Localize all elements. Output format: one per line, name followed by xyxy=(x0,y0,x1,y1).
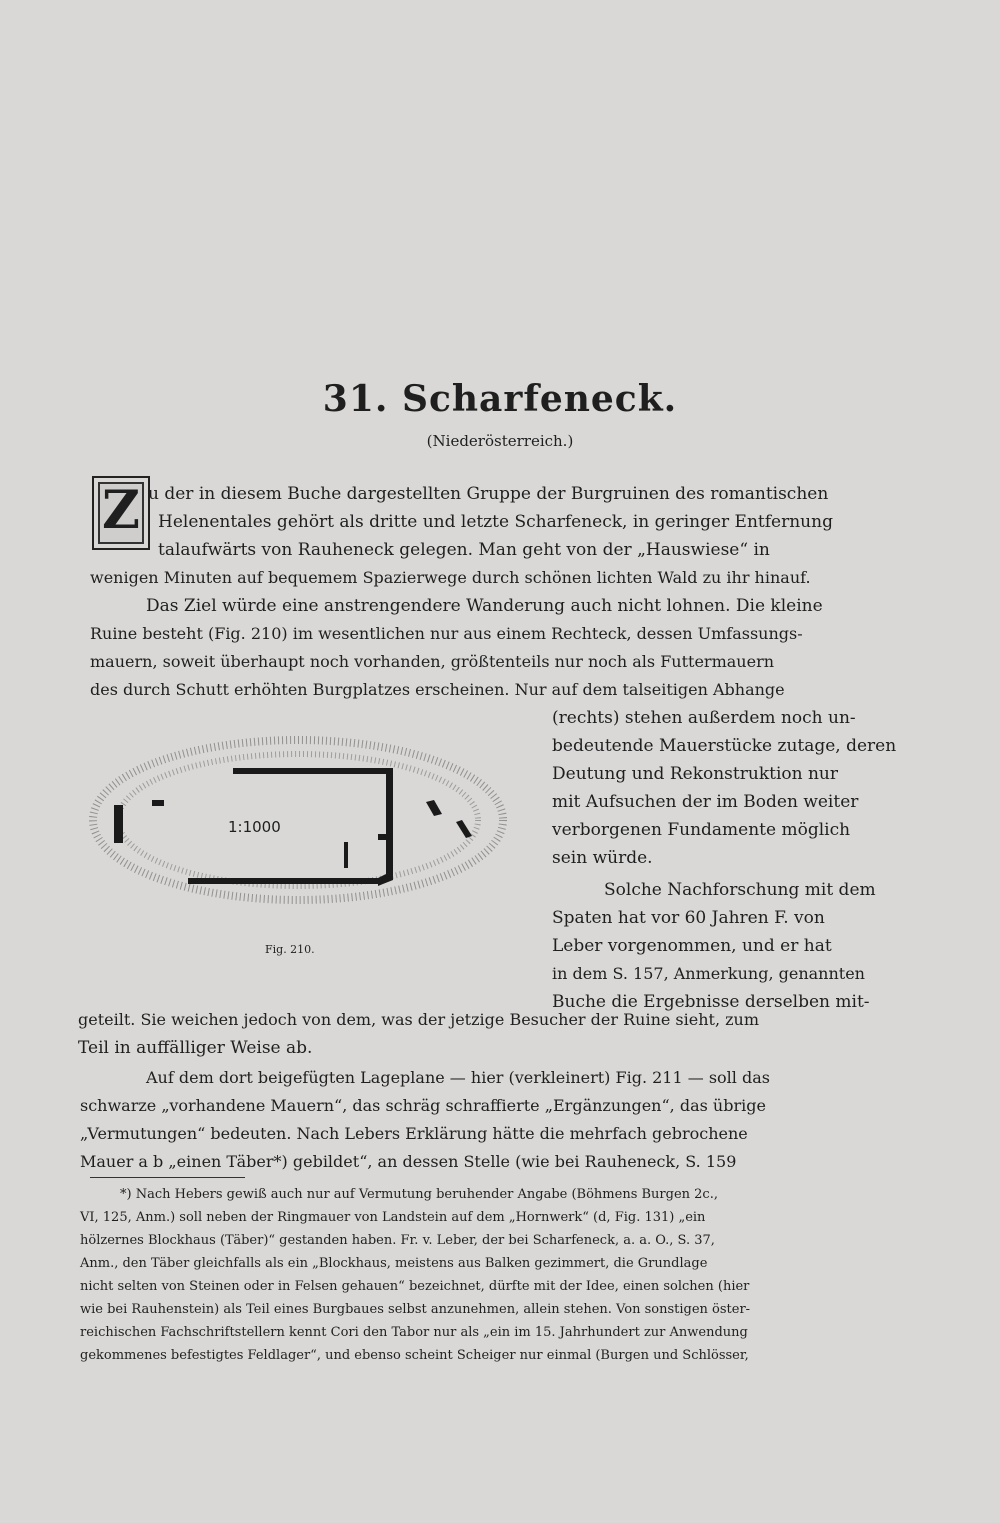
scale-label: 1:1000 xyxy=(228,818,281,836)
body-line: Auf dem dort beigefügten Lageplane — hier (verkleinert) Fig. 211 — soll das xyxy=(146,1068,770,1087)
footnote-line: Anm., den Täber gleichfalls als ein „Blockhaus, meistens aus Balken gezimmert, die Grundlage xyxy=(80,1256,708,1271)
body-line: Leber vorgenommen, und er hat xyxy=(552,936,832,956)
footnote-line: wie bei Rauhenstein) als Teil eines Burgbaues selbst anzunehmen, allein stehen. Von sonstigen öster- xyxy=(80,1302,751,1317)
footnote-line: hölzernes Blockhaus (Täber)“ gestanden haben. Fr. v. Leber, der bei Scharfeneck, a. a. O., S. 37, xyxy=(80,1233,715,1248)
body-line: des durch Schutt erhöhten Burgplatzes erscheinen. Nur auf dem talseitigen Abhange xyxy=(90,680,785,699)
body-line: mit Aufsuchen der im Boden weiter xyxy=(552,792,859,812)
body-line: verborgenen Fundamente möglich xyxy=(552,820,851,840)
body-line: Solche Nachforschung mit dem xyxy=(604,880,876,900)
body-line: (rechts) stehen außerdem noch un- xyxy=(552,708,856,728)
body-line: schwarze „vorhandene Mauern“, das schräg schraffierte „Ergänzungen“, das übrige xyxy=(80,1096,766,1115)
footnote-line: *) Nach Hebers gewiß auch nur auf Vermutung beruhender Angabe (Böhmens Burgen 2c., xyxy=(120,1187,718,1202)
body-line: Deutung und Rekonstruktion nur xyxy=(552,764,838,784)
chapter-subtitle: (Niederösterreich.) xyxy=(426,432,574,450)
body-line: mauern, soweit überhaupt noch vorhanden, größtenteils nur noch als Futtermauern xyxy=(90,652,775,671)
footnote-line: VI, 125, Anm.) soll neben der Ringmauer von Landstein auf dem „Hornwerk“ (d, Fig. 131) „ein xyxy=(80,1210,706,1225)
drop-cap-initial: Z xyxy=(92,476,150,550)
body-line: Helenentales gehört als dritte und letzte Scharfeneck, in geringer Entfernung xyxy=(158,512,833,532)
body-line: Teil in auffälliger Weise ab. xyxy=(78,1038,313,1058)
body-line: u der in diesem Buche dargestellten Gruppe der Burgruinen des romantischen xyxy=(148,484,829,504)
body-line: Buche die Ergebnisse derselben mit- xyxy=(552,992,870,1012)
footnote-rule xyxy=(90,1177,245,1178)
hatched-embankment xyxy=(93,740,503,900)
body-line: bedeutende Mauerstücke zutage, deren xyxy=(552,736,897,756)
body-line: in dem S. 157, Anmerkung, genannten xyxy=(552,964,865,983)
figure-caption: Fig. 210. xyxy=(265,943,315,956)
wall-outline xyxy=(114,768,472,886)
body-line: sein würde. xyxy=(552,848,653,868)
footnote-line: reichischen Fachschriftstellern kennt Cori den Tabor nur als „ein im 15. Jahrhundert zur Anwendung xyxy=(80,1325,748,1340)
body-line: wenigen Minuten auf bequemem Spazierwege durch schönen lichten Wald zu ihr hinauf. xyxy=(90,568,811,587)
chapter-title: 31. Scharfeneck. xyxy=(322,378,678,420)
body-line: Mauer a b „einen Täber*) gebildet“, an dessen Stelle (wie bei Rauheneck, S. 159 xyxy=(80,1152,737,1171)
body-line: talaufwärts von Rauheneck gelegen. Man geht von der „Hauswiese“ in xyxy=(158,540,770,560)
body-line: Spaten hat vor 60 Jahren F. von xyxy=(552,908,825,928)
body-line: Ruine besteht (Fig. 210) im wesentlichen nur aus einem Rechteck, dessen Umfassungs- xyxy=(90,624,803,643)
footnote-line: gekommenes befestigtes Feldlager“, und ebenso scheint Scheiger nur einmal (Burgen und Schlösser, xyxy=(80,1348,749,1363)
footnote-line: nicht selten von Steinen oder in Felsen gehauen“ bezeichnet, dürfte mit der Idee, einen solchen (hier xyxy=(80,1279,750,1294)
ruin-plan-figure xyxy=(88,730,508,910)
body-line: geteilt. Sie weichen jedoch von dem, was der jetzige Besucher der Ruine sieht, zum xyxy=(78,1010,760,1029)
body-line: Das Ziel würde eine anstrengendere Wanderung auch nicht lohnen. Die kleine xyxy=(146,596,823,616)
body-line: „Vermutungen“ bedeuten. Nach Lebers Erklärung hätte die mehrfach gebrochene xyxy=(80,1124,748,1143)
